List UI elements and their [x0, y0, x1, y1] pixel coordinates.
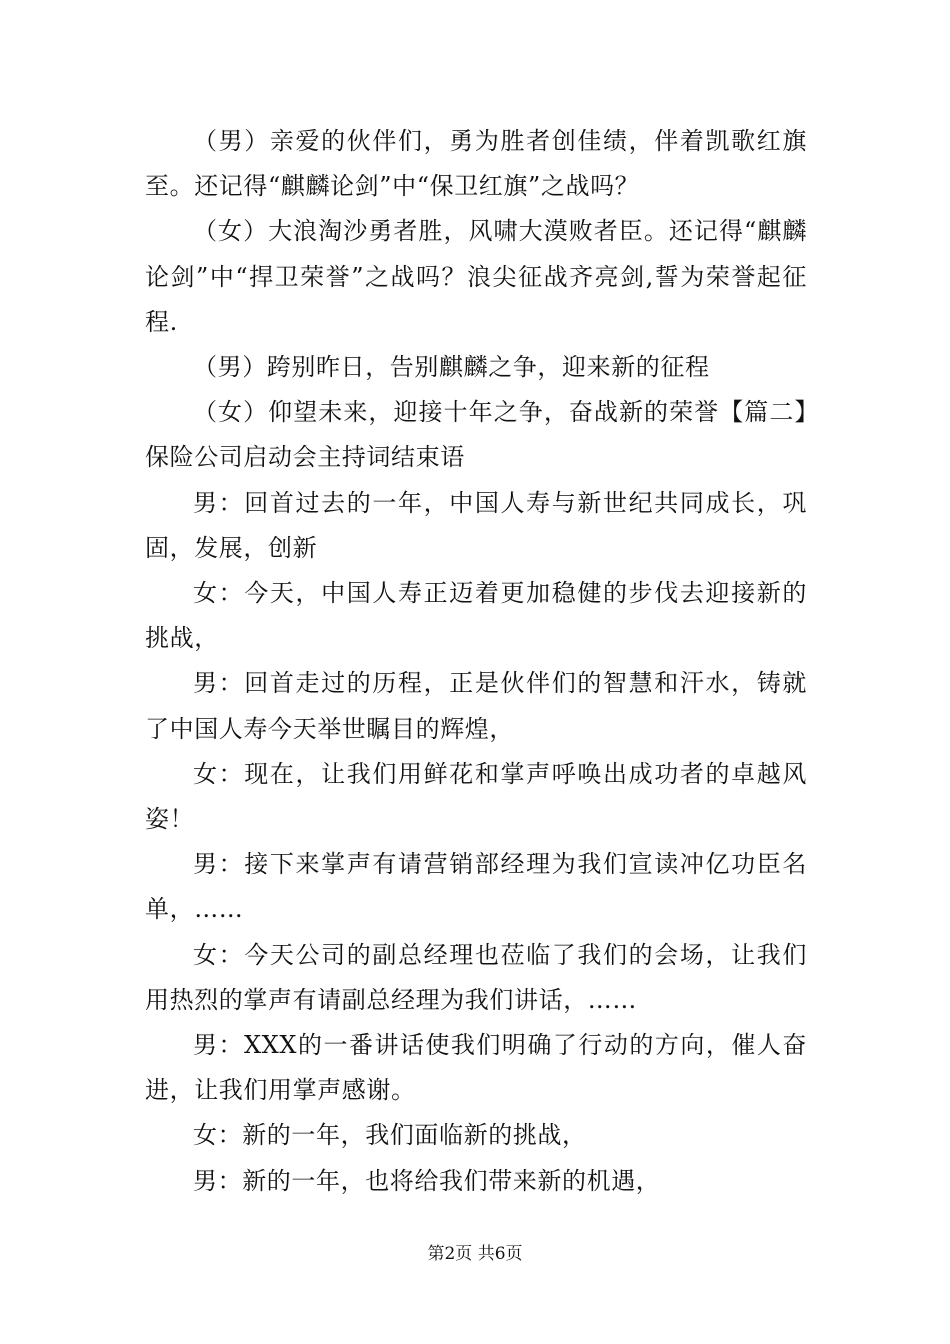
paragraph-4: （女）仰望未来，迎接十年之争，奋战新的荣誉【篇二】保险公司启动会主持词结束语 [145, 398, 807, 472]
paragraph-7: 男：回首走过的历程，正是伙伴们的智慧和汗水，铸就了中国人寿今天举世瞩目的辉煌， [145, 669, 807, 743]
paragraph-11: 男：XXX的一番讲话使我们明确了行动的方向，催人奋进，让我们用掌声感谢。 [145, 1031, 807, 1105]
paragraph-10: 女：今天公司的副总经理也莅临了我们的会场，让我们用热烈的掌声有请副总经理为我们讲话，…… [145, 940, 807, 1014]
paragraph-5: 男：回首过去的一年，中国人寿与新世纪共同成长，巩固，发展，创新 [145, 488, 807, 562]
paragraph-1: （男）亲爱的伙伴们，勇为胜者创佳绩，伴着凯歌红旗至。还记得“麒麟论剑”中“保卫红旗”之战吗？ [145, 127, 807, 201]
paragraph-2: （女）大浪淘沙勇者胜，风啸大漠败者臣。还记得“麒麟论剑”中“捍卫荣誉”之战吗？浪尖征战齐亮剑,誓为荣誉起征程. [145, 217, 807, 336]
paragraph-6: 女：今天，中国人寿正迈着更加稳健的步伐去迎接新的挑战， [145, 579, 807, 653]
paragraph-12: 女：新的一年，我们面临新的挑战， [193, 1121, 587, 1150]
page-number-footer: 第2页 共6页 [427, 1244, 523, 1264]
paragraph-8: 女：现在，让我们用鲜花和掌声呼唤出成功者的卓越风姿！ [145, 759, 807, 834]
paragraph-3: （男）跨别昨日，告别麒麟之争，迎来新的征程 [193, 353, 710, 382]
document-body [145, 119, 807, 1204]
paragraph-13: 男：新的一年，也将给我们带来新的机遇， [193, 1166, 661, 1195]
paragraph-9: 男：接下来掌声有请营销部经理为我们宣读冲亿功臣名单，…… [145, 850, 807, 924]
